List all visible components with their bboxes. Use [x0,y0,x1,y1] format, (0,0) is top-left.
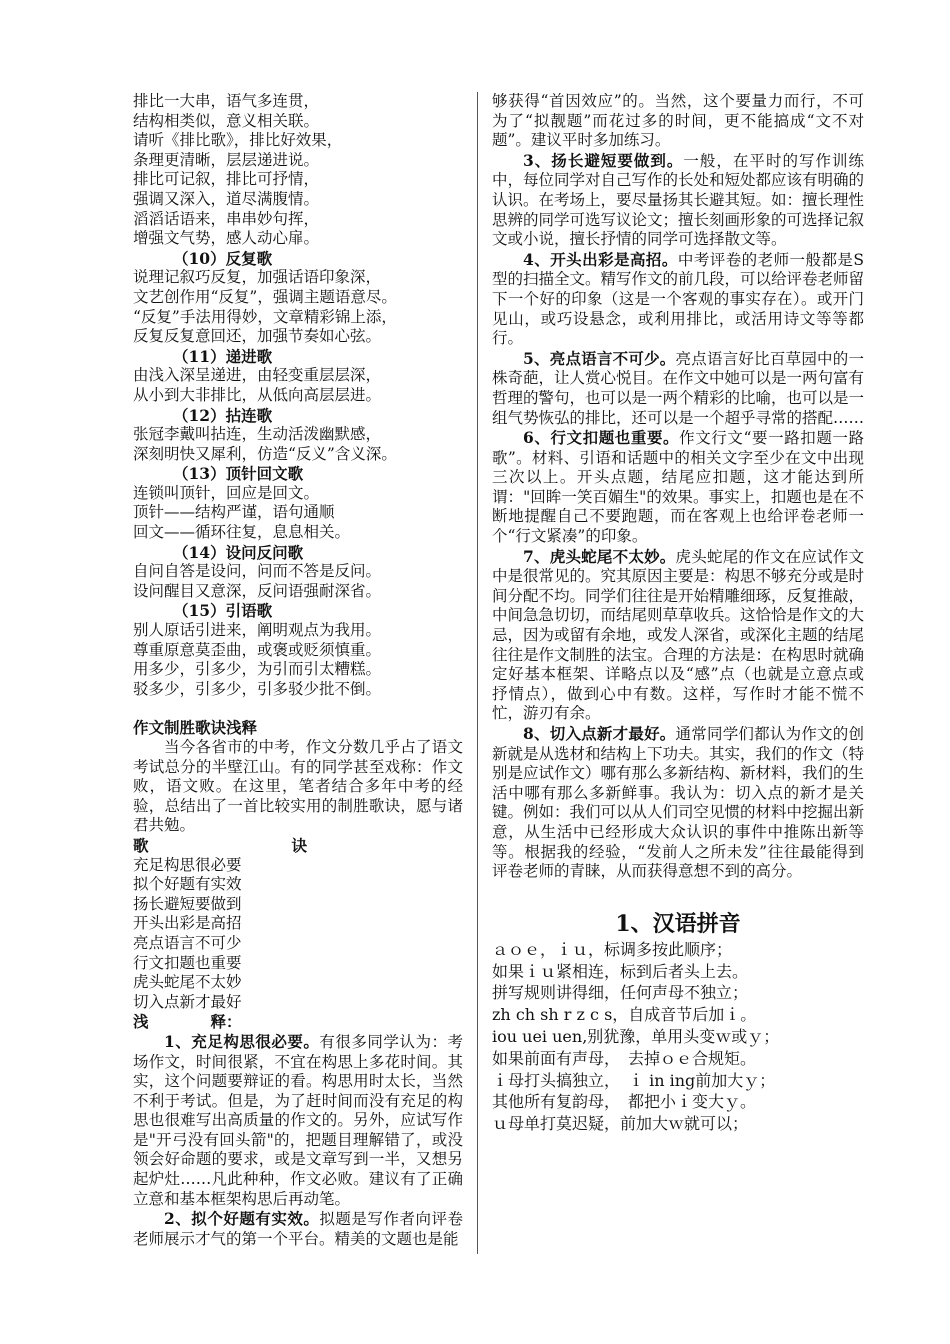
pinyin-line: 拼写规则讲得细，任何声母不独立； [492,983,749,1003]
gejue-line: 亮点语言不可少 [133,933,242,952]
paragraph-3 [492,151,864,250]
left-column [133,92,463,1249]
essay-intro: 当今各省市的中考，作文分数几乎占了语文考试总分的半壁江山。有的同学甚至戏称：作文败，语文败。在这里，笔者结合多年中考的经验，总结出了一首比较实用的制胜歌诀，愿与诸君共勉。 [133,738,463,835]
paragraph-5-body: 亮点语言好比百草园中的一株奇葩，让人赏心悦目。在作文中她可以是一两句富有哲理的警句，也可以是一两个精彩的比喻，也可以是一组气势恢弘的排比，还可以是一个超乎寻常的搭配…… [492,349,865,427]
paragraph-7 [492,547,864,724]
paragraph-1-head: 1、充足构思很必要。 [164,1031,320,1051]
verse-line: 用多少，引多少，为引而引太糟糕。 [133,660,382,679]
verse-line: 深刻明快又犀利，仿造“反义”含义深。 [133,444,397,463]
paragraph-8-head: 8、切入点新才最好。 [523,724,676,743]
gejue-label-right: 诀 [291,835,308,855]
paragraph-7-head: 7、虎头蛇尾不太妙。 [523,546,676,566]
section-title-dingzhen: （13）顶针回文歌 [173,464,304,484]
verse-line: 说理记叙巧反复，加强话语印象深， [133,268,382,287]
paragraph-4-body: 中考评卷的老师一般都是S型的扫描全文。精写作文的前几段，可以给评卷老师留下一个好的印象（这是一个客观的事实存在）。或开门见山，或巧设悬念，或利用排比，或活用诗文等等都行。 [492,250,865,348]
verse-line: “反复”手法用得妙，文章精彩锦上添， [133,307,397,326]
gejue-line: 行文扣题也重要 [133,953,242,972]
verse-line: 设问醒目又意深，反问语强耐深省。 [133,581,382,600]
pinyin-line: ａｏｅ，ｉｕ，标调多按此顺序； [492,939,733,959]
paragraph-1-body: 有很多同学认为：考场作文，时间很紧，不宜在构思上多花时间。其实，这个问题要辩证的看。构思用时太长，当然不利于考试。但是，为了赶时间而没有充足的构思也很难写出高质量的作文的。另外，应试写作是"开弓没有回头箭"的，把题目理解错了，或没领会好命题的要求，或是文章写到一半，又想另起炉灶……凡此种种，作文必败。建议有了正确立意和基本框架构思后再动笔。 [133,1032,463,1208]
section-title-nianlian: （12）拈连歌 [173,405,273,425]
gejue-line: 切入点新才最好 [133,992,242,1011]
right-column [492,92,864,1135]
verse-line: 由浅入深呈递进，由轻变重层层深， [133,366,382,385]
qianshi-label-right: 释： [210,1012,242,1032]
verse-line: 增强文气势，感人动心扉。 [133,229,320,248]
pinyin-verse [492,939,864,1135]
paragraph-7-body: 虎头蛇尾的作文在应试作文中是很常见的。究其原因主要是：构思不够充分或是时间分配不均。同学们往往是开始精雕细琢，反复推敲，中间急急切切，而结尾则草草收兵。这恰恰是作文的大忌，因为或留有余地，或发人深省，或深化主题的结尾往往是作文制胜的法宝。合理的方法是：在构思时就确定好基本框架、详略点以及“感”点（也就是立意点或抒情点），做到心中有数。这样，写作时才能不慌不忙，游刃有余。 [492,547,865,723]
paragraph-2 [133,1209,463,1249]
pinyin-title: 1、汉语拼音 [615,910,741,937]
essay-title: 作文制胜歌诀浅释 [133,718,258,738]
paibi-verse [133,92,463,249]
paragraph-3-head: 3、扬长避短要做到。 [523,150,684,170]
gejue-label [133,836,463,856]
paragraph-2-head: 2、拟个好题有实效。 [164,1209,320,1229]
section-title-fanfu: （10）反复歌 [173,248,273,268]
paragraph-8-body: 通常同学们都认为作文的创新就是从选材和结构上下功夫。其实，我们的作文（特别是应试作文）哪有那么多新结构、新材料，我们的生活中哪有那么多新鲜事。我认为：切入点的新才是关键。例如：我们可以从人们司空见惯的材料中挖掘出新意，从生活中已经形成大众认识的事件中推陈出新等等。根据我的经验，“发前人之所未发”往往最能得到评卷老师的青睐，从而获得意想不到的高分。 [492,725,865,881]
verse-line: 强调又深入，道尽满腹情。 [133,189,320,208]
verse-line: 排比可记叙，排比可抒情， [133,170,320,189]
section-title-yinyu: （15）引语歌 [173,601,273,621]
paragraph-4-head: 4、开头出彩是高招。 [523,249,678,269]
verse-line: 反复反复意回还，加强节奏如心弦。 [133,327,382,346]
verse-line: 别人原话引进来，阐明观点为我用。 [133,621,382,640]
gejue-line: 拟个好题有实效 [133,875,242,894]
pinyin-line: 其他所有复韵母， 都把小ｉ变大ｙ。 [492,1092,757,1112]
gejue-line: 虎头蛇尾不太妙 [133,973,242,992]
section-title-dijin: （11）递进歌 [173,346,273,366]
verse-line: 自问自答是设问，问而不答是反问。 [133,562,382,581]
verse-line: 排比一大串，语气多连贯， [133,92,320,110]
paragraph-8 [492,724,864,882]
pinyin-line: 如果前面有声母， 去掉ｏｅ合规矩。 [492,1048,757,1068]
pinyin-line: ｕ母单打莫迟疑，前加大ｗ就可以； [492,1114,749,1134]
gejue-line: 开头出彩是高招 [133,914,242,933]
paragraph-5-head: 5、亮点语言不可少。 [523,348,676,368]
pinyin-line: 如果ｉｕ紧相连，标到后者头上去。 [492,961,749,981]
qianshi-label [133,1012,463,1032]
verse-line: 结构相类似，意义相关联。 [133,111,320,130]
verse-line: 请听《排比歌》，排比好效果， [133,131,343,150]
verse-line: 连锁叫顶针，回应是回文。 [133,483,320,502]
verse-line: 驳多少，引多少，引多驳少批不倒。 [133,679,382,698]
paragraph-6 [492,428,864,547]
pinyin-line: ｉ母打头搞独立， ｉ in ing前加大ｙ； [492,1070,776,1090]
verse-line: 从小到大非排比，从低向高层层进。 [133,385,382,404]
paragraph-4 [492,250,864,349]
verse-line: 滔滔话语来，串串妙句挥， [133,209,320,228]
verse-line: 文艺创作用“反复”，强调主题语意尽。 [133,287,397,306]
gejue-line: 充足构思很必要 [133,855,242,874]
verse-line: 回文——循环往复，息息相关。 [133,523,351,542]
verse-line: 张冠李戴叫拈连，生动活泼幽默感， [133,425,382,444]
paragraph-6-head: 6、行文扣题也重要。 [523,428,680,448]
paragraph-2-continued: 够获得“首因效应”的。当然，这个要量力而行，不可为了“拟靓题”而花过多的时间，更不能搞成“文不对题”。建议平时多加练习。 [492,92,864,150]
paragraph-6-body: 作文行文“要一路扣题一路歌”。材料、引语和话题中的相关文字至少在文中出现三次以上。开头点题，结尾应扣题，这才能达到所谓："回眸一笑百媚生"的效果。事实上，扣题也是在不断地提醒自己不要跑题，而在客观上也给评卷老师一个“行文紧凑”的印象。 [492,429,864,546]
verse-line: 条理更清晰，层层递进说。 [133,150,320,169]
verse-line: 尊重原意莫歪曲，或褒或贬须慎重。 [133,640,382,659]
paragraph-2-body: 拟题是写作者向评卷老师展示才气的第一个平台。精美的文题也是能 [133,1210,463,1248]
pinyin-line: zh ch sh r z c s，自成音节后加ｉ。 [492,1005,757,1025]
qianshi-label-left: 浅 [133,1012,149,1032]
paragraph-1 [133,1032,463,1209]
section-title-shewen: （14）设问反问歌 [173,542,304,562]
column-divider [477,92,478,1254]
paragraph-3-body: 一般，在平时的写作训练中，每位同学对自己写作的长处和短处都应该有明确的认识。在考场上，要尽量扬其长避其短。如：擅长理性思辨的同学可选写议论文；擅长刻画形象的可选择记叙文或小说，擅长抒情的同学可选择散文等。 [492,151,865,249]
gejue-line: 扬长避短要做到 [133,894,242,913]
gejue-label-left: 歌 [133,835,149,855]
verse-line: 顶针——结构严谨，语句通顺 [133,503,335,522]
paragraph-5 [492,349,864,428]
pinyin-line: iou uei uen,别犹豫，单用头变ｗ或ｙ； [492,1026,780,1046]
